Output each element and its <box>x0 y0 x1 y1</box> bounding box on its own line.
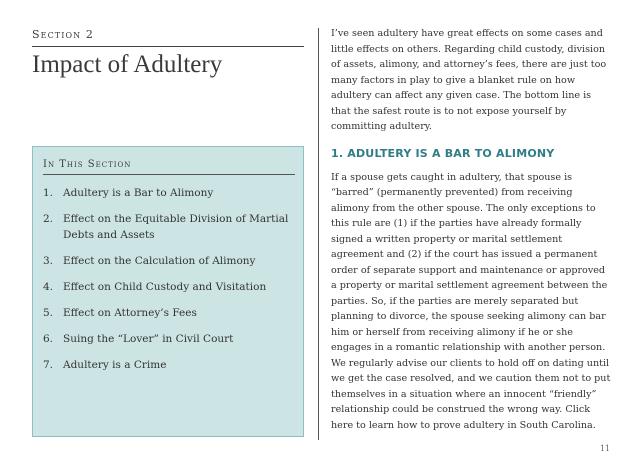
toc-item-number: 1. <box>43 187 54 199</box>
toc-list <box>43 185 295 373</box>
toc-item-number: 2. <box>43 213 54 225</box>
toc-item-7[interactable] <box>43 357 295 373</box>
toc-item-number: 4. <box>43 281 54 293</box>
toc-item-number: 7. <box>43 359 54 371</box>
section-label: Section 2 <box>32 28 304 47</box>
toc-item-3[interactable] <box>43 253 295 269</box>
toc-item-2[interactable] <box>43 211 295 243</box>
subsection-heading: 1. ADULTERY IS A BAR TO ALIMONY <box>331 146 555 160</box>
column-divider <box>318 28 319 440</box>
toc-item-4[interactable] <box>43 279 295 295</box>
toc-item-6[interactable] <box>43 331 295 347</box>
toc-heading: In This Section <box>43 159 295 175</box>
toc-item-label: Effect on the Equitable Division of Martial Debts and Assets <box>63 213 289 241</box>
toc-item-number: 3. <box>43 255 54 267</box>
right-column <box>331 26 611 433</box>
toc-item-label: Effect on the Calculation of Alimony <box>63 255 256 267</box>
toc-item-label: Suing the “Lover” in Civil Court <box>63 333 234 345</box>
toc-item-label: Effect on Child Custody and Visitation <box>63 281 267 293</box>
body-paragraph: If a spouse gets caught in adultery, that spouse is “barred” (permanently prevented) from receiving alimony from the other spouse. The only exceptions to this rule are (1) if the parties have already formally signed a written property or marital settlement agreement and (2) if the court has issued a permanent order of separate support and maintenance or approved a property or marital settlement agreement between the parties. So, if the parties are merely separated but planning to divorce, the spouse seeking alimony can bar him or herself from receiving alimony if he or she engages in a romantic relationship with another person. We regularly advise our clients to hold off on dating until we get the case resolved, and we caution them not to put themselves in a situation where an innocent “friendly” relationship could be construed the wrong way. Click here to learn how to prove adultery in South Carolina. <box>331 171 611 431</box>
toc-item-label: Adultery is a Crime <box>63 359 167 371</box>
toc-item-label: Effect on Attorney’s Fees <box>63 307 197 319</box>
left-column <box>32 28 304 79</box>
toc-item-number: 5. <box>43 307 54 319</box>
toc-item-5[interactable] <box>43 305 295 321</box>
toc-item-label: Adultery is a Bar to Alimony <box>63 187 214 199</box>
toc-item-1[interactable] <box>43 185 295 201</box>
intro-paragraph: I’ve seen adultery have great effects on some cases and little effects on others. Regarding child custody, division of assets, alimony, and attorney’s fees, there are just too many factors in play to give a blanket rule on how adultery can affect any given case. The bottom line is that the safest route is to not expose yourself by committing adultery. <box>331 28 607 132</box>
toc-item-number: 6. <box>43 333 54 345</box>
page-number: 11 <box>599 444 610 453</box>
section-contents-box <box>32 146 304 437</box>
page-title: Impact of Adultery <box>32 51 223 78</box>
